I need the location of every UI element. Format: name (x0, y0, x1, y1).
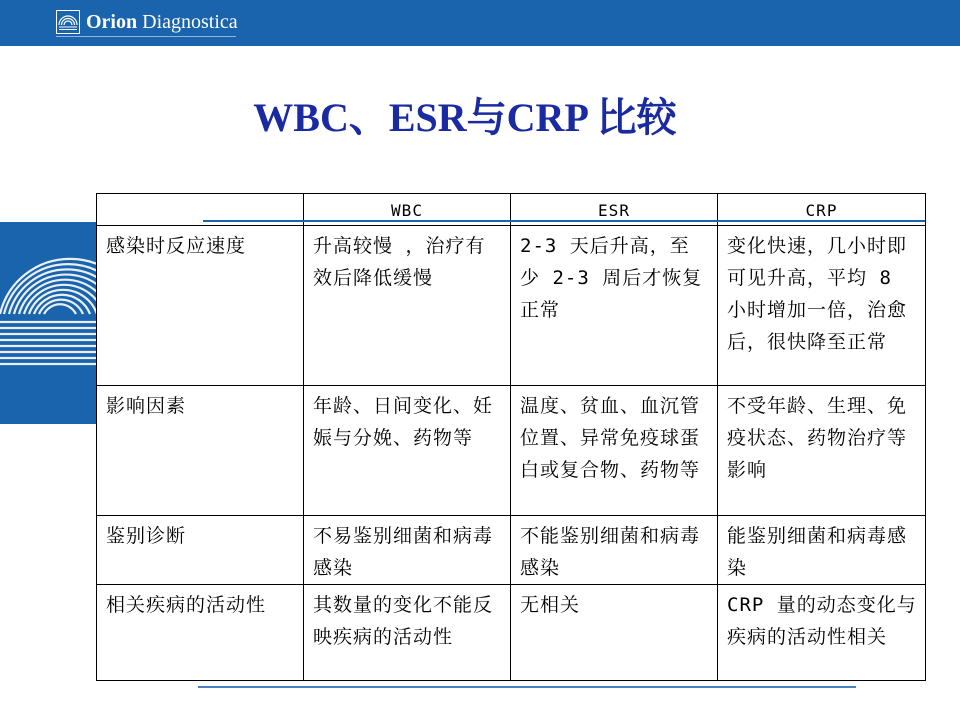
cell-crp: 能鉴别细菌和病毒感染 (718, 516, 926, 585)
row-label: 感染时反应速度 (97, 226, 304, 386)
cell-wbc: 年龄、日间变化、妊娠与分娩、药物等 (304, 386, 511, 516)
arc-pattern-icon (0, 222, 96, 424)
orion-logo-icon (56, 10, 80, 34)
cell-crp: 变化快速，几小时即可见升高，平均 8 小时增加一倍，治愈后，很快降至正常 (718, 226, 926, 386)
cell-wbc: 不易鉴别细菌和病毒感染 (304, 516, 511, 585)
cell-esr: 温度、贫血、血沉管位置、异常免疫球蛋白或复合物、药物等 (511, 386, 718, 516)
table-row (97, 585, 926, 681)
header-cell-crp: CRP (718, 194, 926, 226)
company-logo (56, 8, 238, 36)
row-label: 相关疾病的活动性 (97, 585, 304, 681)
cell-wbc: 升高较慢 ，治疗有效后降低缓慢 (304, 226, 511, 386)
logo-text: Orion Diagnostica (86, 11, 238, 33)
cell-wbc: 其数量的变化不能反映疾病的活动性 (304, 585, 511, 681)
cell-esr: 2-3 天后升高，至少 2-3 周后才恢复正常 (511, 226, 718, 386)
cell-esr: 不能鉴别细菌和病毒感染 (511, 516, 718, 585)
row-label: 鉴别诊断 (97, 516, 304, 585)
decorative-side-band (0, 222, 96, 424)
header-underline (203, 220, 925, 222)
cell-crp: CRP 量的动态变化与疾病的活动性相关 (718, 585, 926, 681)
cell-esr: 无相关 (511, 585, 718, 681)
cell-crp: 不受年龄、生理、免疫状态、药物治疗等影响 (718, 386, 926, 516)
row-label: 影响因素 (97, 386, 304, 516)
footer-rule (198, 686, 856, 688)
page-title: WBC、ESR与CRP 比较 (253, 95, 677, 140)
header-bar (0, 0, 960, 46)
header-cell-esr: ESR (511, 194, 718, 226)
table-row (97, 226, 926, 386)
table-row (97, 516, 926, 585)
table-row (97, 386, 926, 516)
header-cell-wbc: WBC (304, 194, 511, 226)
logo-underline (56, 36, 236, 37)
comparison-table (96, 193, 926, 681)
